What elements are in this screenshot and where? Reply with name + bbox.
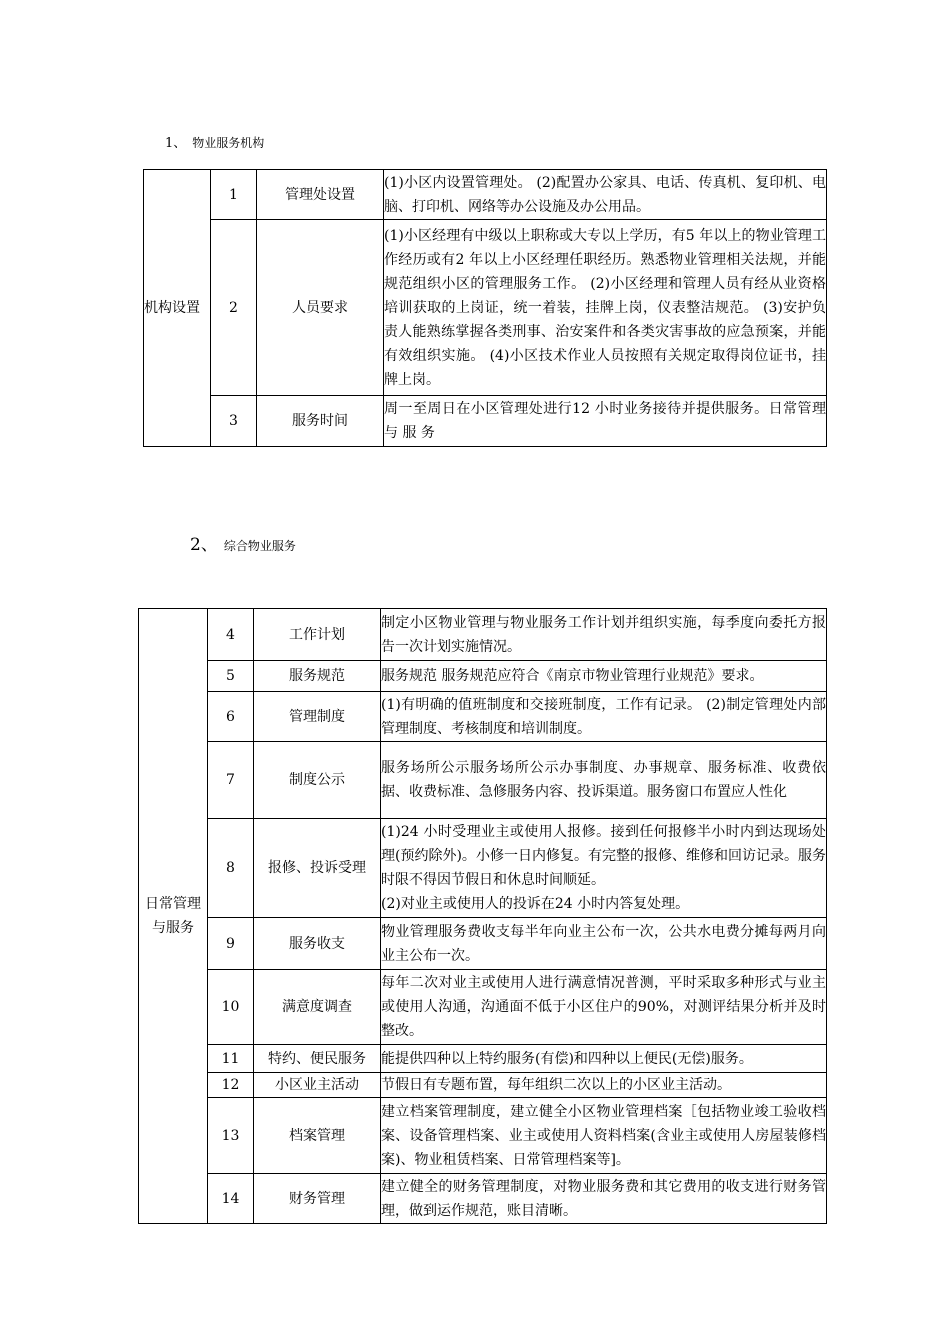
item-name: 制度公示: [254, 742, 381, 819]
item-name: 特约、便民服务: [254, 1045, 381, 1073]
item-name: 档案管理: [254, 1098, 381, 1174]
item-name: 小区业主活动: [254, 1073, 381, 1098]
category-cell: 日常管理与服务: [139, 609, 208, 1224]
row-number: 2: [211, 220, 257, 396]
row-number: 1: [211, 170, 257, 220]
item-description-part1: (1)24 小时受理业主或使用人报修。接到任何报修半小时内到达现场处理(预约除外)。小修一日内修复。有完整的报修、维修和回访记录。服务时限不得因节假日和休息时间顺延。: [381, 824, 826, 888]
table-row: [139, 1174, 827, 1224]
item-name: 财务管理: [254, 1174, 381, 1224]
item-name: 报修、投诉受理: [254, 819, 381, 918]
item-description: (1)小区内设置管理处。 (2)配置办公家具、电话、传真机、复印机、电脑、打印机、网络等办公设施及办公用品。: [384, 170, 827, 220]
row-number: 9: [208, 918, 254, 970]
table-row: [139, 970, 827, 1045]
table-row: [139, 1073, 827, 1098]
table-row: [144, 170, 827, 220]
item-name: 服务收支: [254, 918, 381, 970]
item-name: 管理制度: [254, 692, 381, 742]
item-description: 物业管理服务费收支每半年向业主公布一次，公共水电费分摊每两月向业主公布一次。: [381, 918, 827, 970]
row-number: 12: [208, 1073, 254, 1098]
table-row: [139, 819, 827, 918]
table-row: [144, 396, 827, 447]
row-number: 7: [208, 742, 254, 819]
item-description: (1)有明确的值班制度和交接班制度，工作有记录。 (2)制定管理处内部管理制度、考核制度和培训制度。: [381, 692, 827, 742]
row-number: 8: [208, 819, 254, 918]
item-description-part2: (2)对业主或使用人的投诉在24 小时内答复处理。: [381, 896, 690, 912]
item-name: 管理处设置: [257, 170, 384, 220]
item-description: 制定小区物业管理与物业服务工作计划并组织实施，每季度向委托方报告一次计划实施情况。: [381, 609, 827, 661]
item-description: 能提供四种以上特约服务(有偿)和四种以上便民(无偿)服务。: [381, 1045, 827, 1073]
item-description: 服务规范 服务规范应符合《南京市物业管理行业规范》要求。: [381, 661, 827, 692]
general-service-table: [138, 608, 827, 1224]
item-description: 建立档案管理制度，建立健全小区物业管理档案［包括物业竣工验收档案、设备管理档案、业主或使用人资料档案(含业主或使用人房屋装修档案)、物业租赁档案、日常管理档案等]。: [381, 1098, 827, 1174]
item-name: 服务规范: [254, 661, 381, 692]
item-name: 满意度调查: [254, 970, 381, 1045]
item-name: 人员要求: [257, 220, 384, 396]
row-number: 10: [208, 970, 254, 1045]
org-setup-table: [143, 169, 827, 447]
item-description: 服务场所公示服务场所公示办事制度、办事规章、服务标准、收费依据、收费标准、急修服务内容、投诉渠道。服务窗口布置应人性化: [381, 742, 827, 819]
row-number: 6: [208, 692, 254, 742]
item-description: 建立健全的财务管理制度，对物业服务费和其它费用的收支进行财务管理，做到运作规范，账目清晰。: [381, 1174, 827, 1224]
row-number: 13: [208, 1098, 254, 1174]
row-number: 14: [208, 1174, 254, 1224]
item-description: 周一至周日在小区管理处进行12 小时业务接待并提供服务。日常管理与 服 务: [384, 396, 827, 447]
section2-number: 2、: [190, 535, 218, 555]
row-number: 4: [208, 609, 254, 661]
table-row: [139, 1045, 827, 1073]
item-name: 服务时间: [257, 396, 384, 447]
section1-heading: [165, 135, 264, 152]
category-cell: 机构设置: [144, 170, 211, 447]
table-row: [139, 742, 827, 819]
table-row: [139, 661, 827, 692]
item-description: (1)小区经理有中级以上职称或大专以上学历，有5 年以上的物业管理工作经历或有2 年以上小区经理任职经历。熟悉物业管理相关法规，并能规范组织小区的管理服务工作。 (2)小区经理和管理人员有经从业资格培训获取的上岗证，统一着装，挂牌上岗，仪表整洁规范。 (3)安护负责人能熟练掌握各类刑事、治安案件和各类灾害事故的应急预案，并能有效组织实施。 (4)小区技术作业人员按照有关规定取得岗位证书，挂牌上岗。: [384, 220, 827, 396]
item-description: 节假日有专题布置，每年组织二次以上的小区业主活动。: [381, 1073, 827, 1098]
table-row: [139, 692, 827, 742]
table-row: [139, 609, 827, 661]
row-number: 11: [208, 1045, 254, 1073]
table-row: [144, 220, 827, 396]
item-description: 每年二次对业主或使用人进行满意情况普测，平时采取多种形式与业主或使用人沟通，沟通面不低于小区住户的90%，对测评结果分析并及时整改。: [381, 970, 827, 1045]
table-row: [139, 918, 827, 970]
item-description: [381, 819, 827, 918]
row-number: 3: [211, 396, 257, 447]
section1-title: 物业服务机构: [192, 136, 265, 150]
row-number: 5: [208, 661, 254, 692]
table-row: [139, 1098, 827, 1174]
section1-number: 1、: [165, 136, 187, 151]
item-name: 工作计划: [254, 609, 381, 661]
section2-heading: [190, 537, 296, 555]
section2-title: 综合物业服务: [223, 539, 296, 553]
